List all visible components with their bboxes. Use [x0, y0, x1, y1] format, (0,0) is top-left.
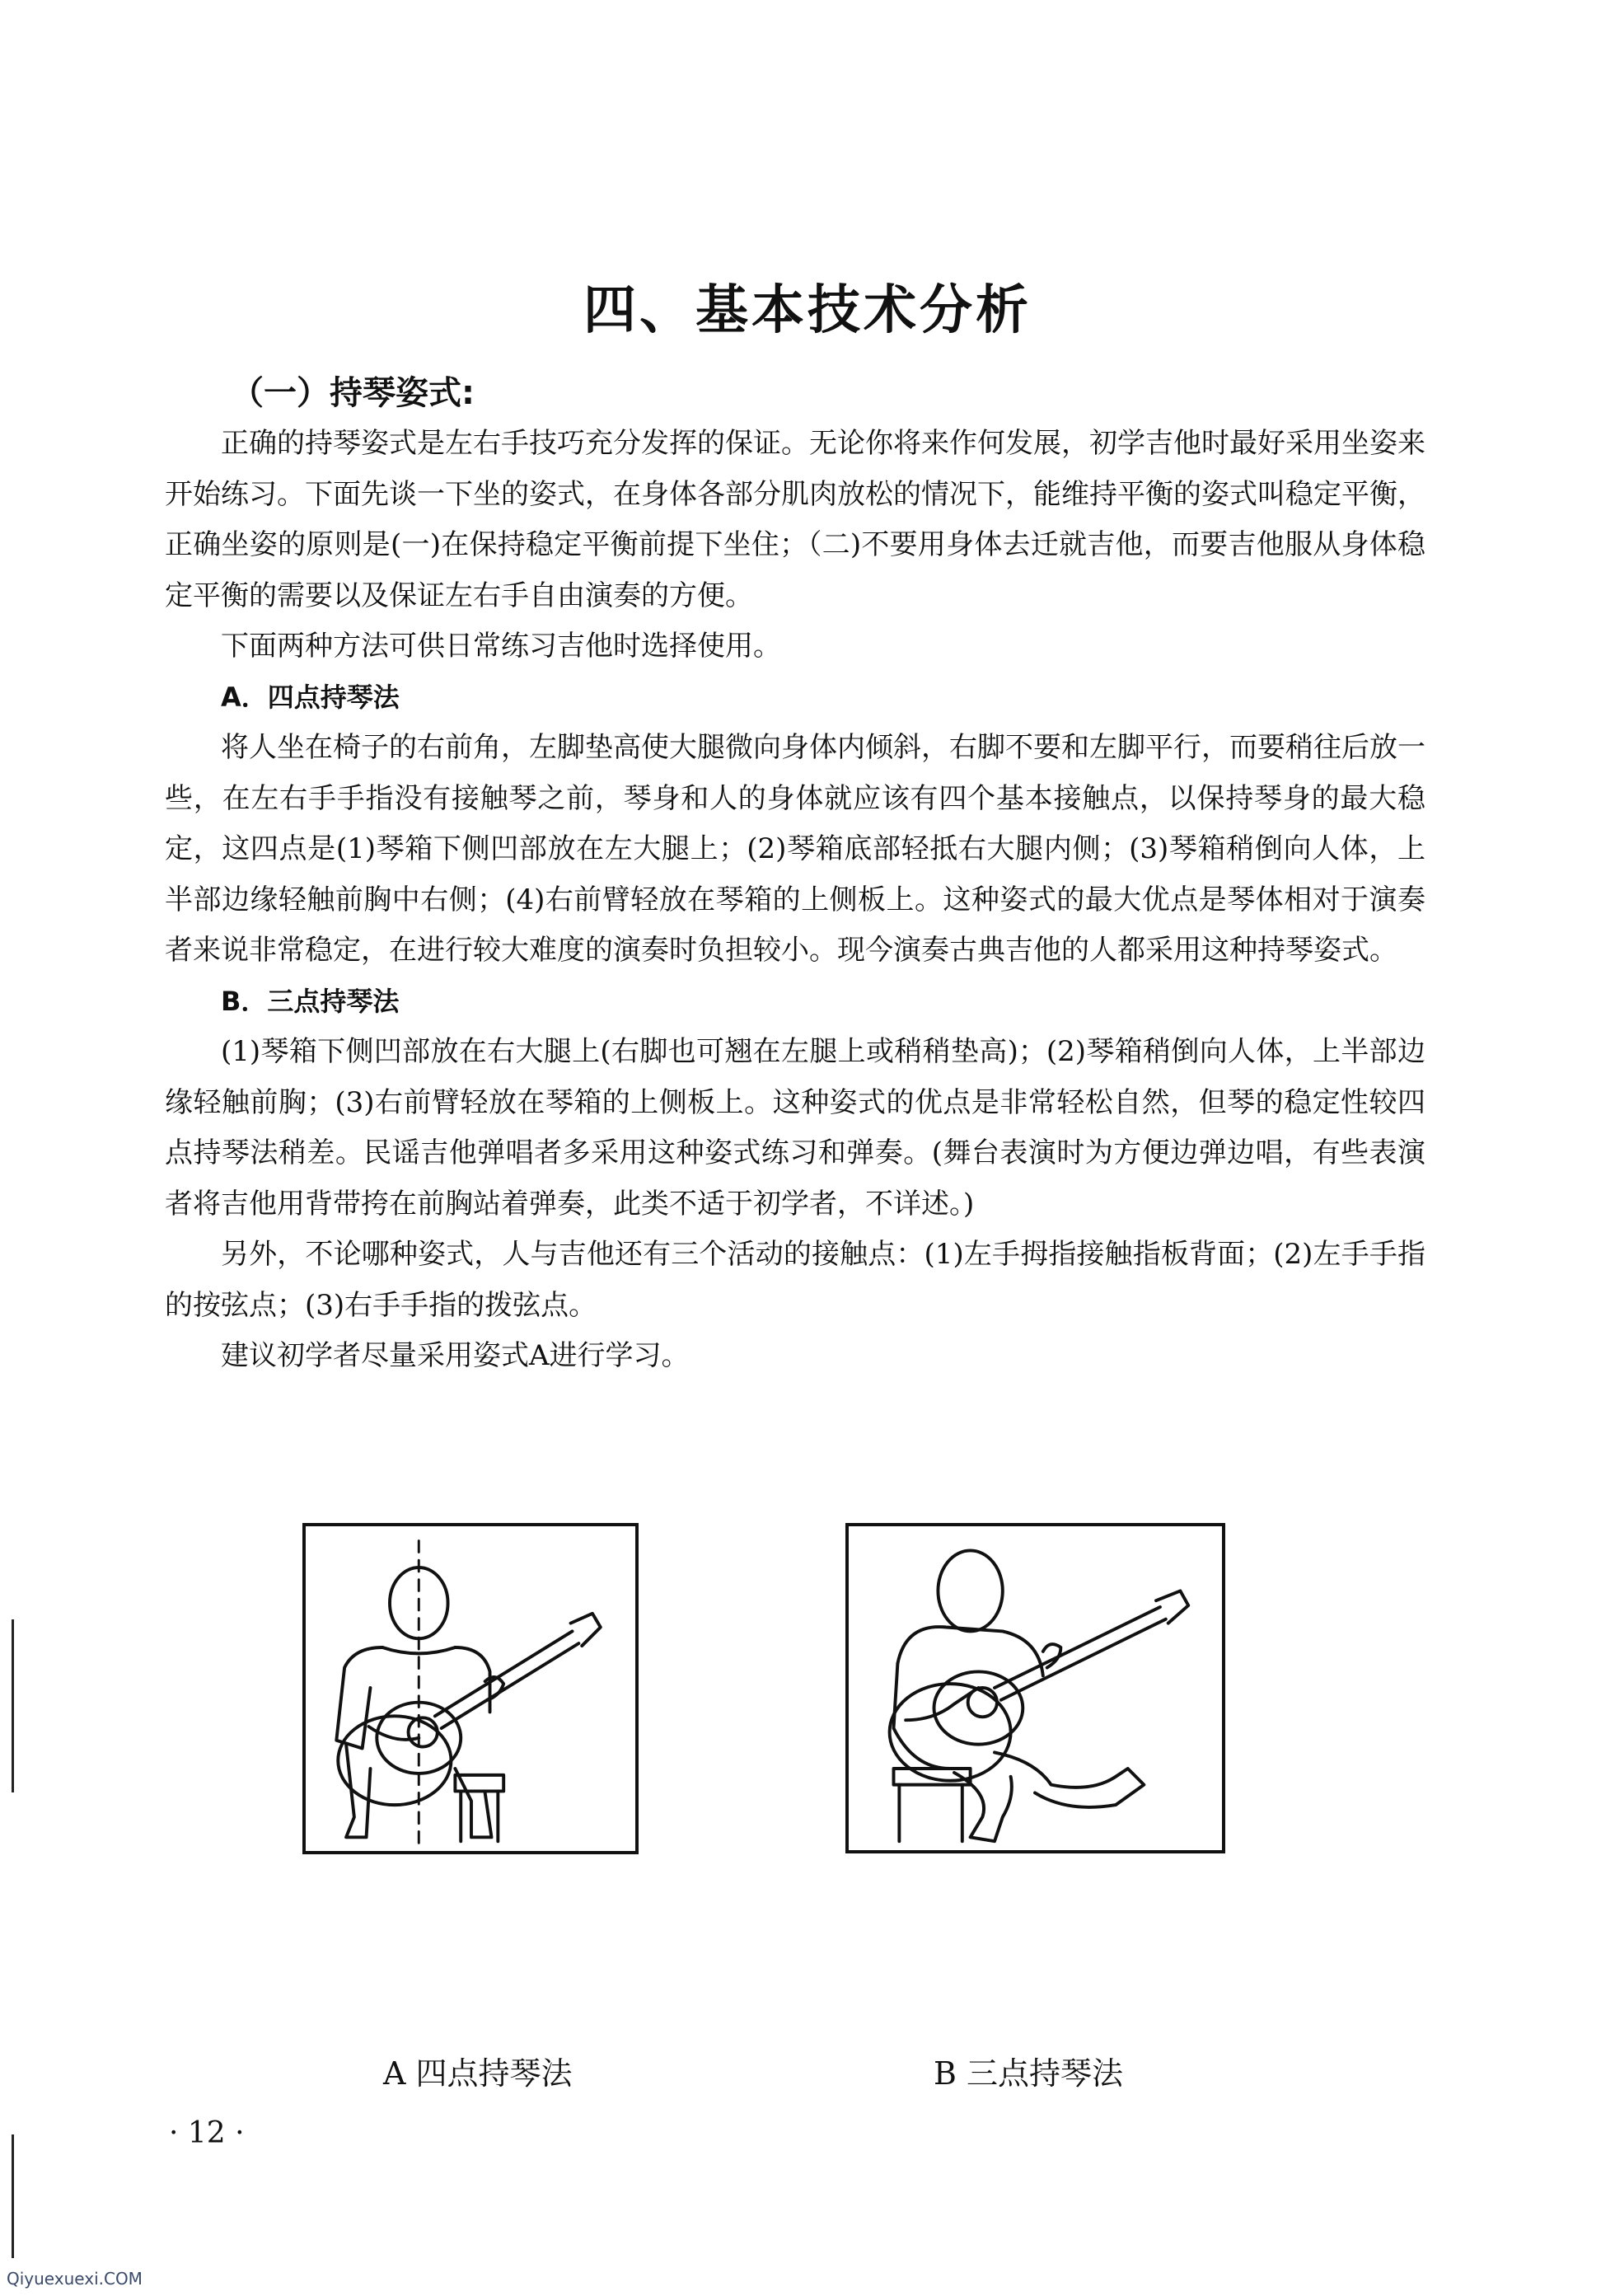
guitarist-seated-illustration — [306, 1526, 635, 1851]
scan-edge-line-lower — [12, 2134, 14, 2258]
figure-b-caption: B 三点持琴法 — [934, 2055, 1124, 2092]
watermark: Qiyuexuexi.COM — [7, 2269, 143, 2289]
paragraph-recommendation: 建议初学者尽量采用姿式A进行学习。 — [221, 1339, 690, 1372]
paragraph-three-point: (1)琴箱下侧凹部放在右大腿上(右脚也可翘在左腿上或稍稍垫高)；(2)琴箱稍倒向人体，上半部边缘轻触前胸；(3)右前臂轻放在琴箱的上侧板上。这种姿式的优点是非常轻松自然，但琴的稳定性较四点持琴法稍差。民谣吉他弹唱者多采用这种姿式练习和弹奏。(舞台表演时为方便边弹边唱，有些表演者将吉他用背带挎在前胸站着弹奏，此类不适于初学者，不详述。) — [165, 1035, 1425, 1221]
figure-a-caption: A 四点持琴法 — [383, 2055, 573, 2092]
paragraph-contact-points: 另外，不论哪种姿式，人与吉他还有三个活动的接触点：(1)左手拇指接触指板背面；(2)左手手指的按弦点；(3)右手手指的拨弦点。 — [165, 1238, 1425, 1322]
scan-edge-line-upper — [12, 1619, 14, 1792]
paragraph-four-point: 将人坐在椅子的右前角，左脚垫高使大腿微向身体内倾斜，右脚不要和左脚平行，而要稍往后放一些，在左右手手指没有接触琴之前，琴身和人的身体就应该有四个基本接触点，以保持琴身的最大稳定，这四点是(1)琴箱下侧凹部放在左大腿上；(2)琴箱底部轻抵右大腿内侧；(3)琴箱稍倒向人体，上半部边缘轻触前胸中右侧；(4)右前臂轻放在琴箱的上侧板上。这种姿式的最大优点是琴体相对于演奏者来说非常稳定，在进行较大难度的演奏时负担较小。现今演奏古典吉他的人都采用这种持琴姿式。 — [165, 731, 1425, 967]
subheading-four-point: A．四点持琴法 — [221, 681, 400, 713]
figure-four-point — [302, 1523, 639, 1854]
figure-three-point — [845, 1523, 1225, 1853]
page-number: · 12 · — [169, 2116, 245, 2150]
guitarist-cross-leg-illustration — [849, 1526, 1222, 1850]
body-text — [165, 419, 1425, 1382]
paragraph-methods: 下面两种方法可供日常练习吉他时选择使用。 — [221, 630, 781, 663]
paragraph-intro: 正确的持琴姿式是左右手技巧充分发挥的保证。无论你将来作何发展，初学吉他时最好采用坐姿来开始练习。下面先谈一下坐的姿式，在身体各部分肌肉放松的情况下，能维持平衡的姿式叫稳定平衡，正确坐姿的原则是(一)在保持稳定平衡前提下坐住；（二)不要用身体去迁就吉他，而要吉他服从身体稳定平衡的需要以及保证左右手自由演奏的方便。 — [165, 427, 1425, 612]
section-heading: （一）持琴姿式: — [231, 374, 475, 412]
subheading-three-point: B．三点持琴法 — [221, 985, 400, 1017]
page-title: 四、基本技术分析 — [583, 280, 1032, 341]
